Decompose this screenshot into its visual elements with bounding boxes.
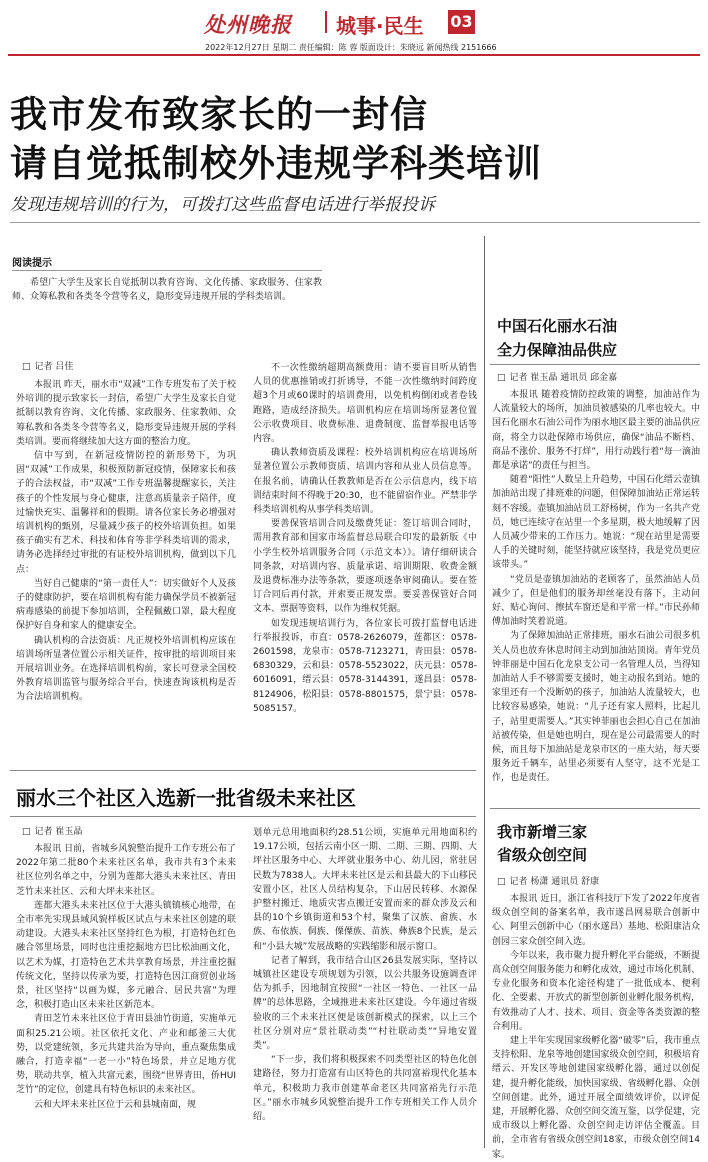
lead-byline: [22, 361, 73, 373]
lead-col1-para: 信中写到，在新冠疫情防控的新形势下，为巩固“双减”工作成果，积极预防新冠疫情，保障家长和孩子的合法权益，市“双减”工作专班温馨提醒家长，关注孩子的个性发展与身心健康，注意高质量亲子陪伴，度过愉快充实、温馨祥和的假期。请各位家长务必增强对培训机构的甄别，尽量减少孩子的校外培训负担。如果孩子确实有艺术、科技和体育等非学科类培训的需求，请务必选择经过审批的有证校外培训机构，做到以下几点：: [16, 451, 236, 575]
sinopec-byline-text: 记者 崔玉晶 通讯员 邱金嘉: [509, 373, 618, 383]
community-col1: [16, 842, 236, 1112]
community-col1-para: 本报讯 日前，省城乡风貌整治提升工作专班公布了2022年第二批80个未来社区名单，我市共有3个未来社区位列名单之中，分别为莲都大港头未来社区、青田芝竹未来社区、云和大坪未来社区。: [16, 844, 236, 897]
community-col2-para: “下一步，我们将积极探索不同类型社区的特色化创建路径，努力打造富有山区特色的共同富裕现代化基本单元，积极助力我市创建革命老区共同富裕先行示范区。”丽水市城乡风貌整治提升工作专班相关工作人员介绍。: [253, 1055, 477, 1123]
incubator-headline-line1: 我市新增三家: [497, 823, 588, 841]
masthead-rule: [8, 54, 700, 56]
incubator-headline-line2: 省级众创空间: [497, 846, 588, 864]
community-byline: [22, 826, 82, 838]
lead-col2: [253, 361, 477, 716]
sinopec-rule: [490, 364, 700, 365]
incubator-body: [492, 892, 700, 1162]
byline-marker-icon: □: [497, 373, 506, 383]
masthead-divider: [325, 11, 327, 33]
headline-rule: [10, 222, 700, 223]
section-name: 城事·民生: [336, 14, 424, 38]
incubator-para: 今年以来，我市聚力提升孵化平台能级，不断提高众创空间服务能力和孵化成效，通过市场化机制、专业化服务和资本化途径构建了一批低成本、便利化、全要素、开放式的新型创新创业孵化服务机构，有效推动了人才、技术、项目、资金等各类资源的整合利用。: [492, 950, 700, 1032]
community-bottom-rule: [10, 816, 476, 817]
paper-name: 处州晚报: [204, 12, 292, 37]
sinopec-byline: [497, 372, 617, 384]
lead-col2-para: 确认教师资质及课程：校外培训机构应在培训场所显著位置公示教师资质、培训内容和从业人员信息等。在报名前，请确认任教教师是否在公示信息内，线下培训结束时间不得晚于20:30，也不能留宿作业。严禁非学科类培训机构从事学科类培训。: [253, 448, 477, 516]
reading-tip-rule: [12, 270, 322, 271]
community-col2-para: 划单元总用地面积约28.51公顷，实施单元用地面积约19.17公顷，包括云南小区一期、二期、三期、四期、大坪社区服务中心、大坪就业服务中心、幼儿园，常驻居民数为7838人。大坪未来社区是云和县最大的下山移民安置小区，社区人员结构复杂，下山居民转移、水源保护整村搬迁、地质灾害点搬迁安置而来的群众涉及云和县的10个乡镇街道和53个村，聚集了汉族、畲族、水族、布依族、侗族、傈僳族、苗族、彝族8个民族，是云和“小县大城”发展战略的实践缩影和展示窗口。: [253, 828, 477, 952]
community-col1-para: 莲都大港头未来社区位于大港头镇镇核心地带，在全市率先实现县域风貌样板区试点与未来社区创建的联动建设。大港头未来社区坚持红色为根，打造特色红色融合邻里场景，同时也注重挖掘地方巴比松油画文化，以艺术为媒，打造特色艺术共享教育场景，并注重挖掘传统文化，坚持以传承为要，打造特色因江商贸创业场景，社区坚持“以画为媒，多元融合、居民共富”为理念，积极打造山区未来社区新范本。: [16, 900, 236, 1011]
sinopec-para: 为了保障加油站正常排班，丽水石油公司很多机关人员也放弃休息时间主动到加油站顶岗。青年党员钟菲丽是中国石化龙泉支公司一名管理人员，当得知加油站人手不够需要支援时，她主动报名到站。她的家里还有一个没断奶的孩子，加油站人流量较大，也比较容易感染，她说：“儿子还有家人照料，比起儿子，站里更需要人。”其实钟菲丽也会担心自己在加油站被传染，但是她也明白，现在是公司最需要人的时候，而且每下加油站是龙泉市区的一座大站，每天要服务近千辆车，站里必须要有人坚守，这不光是工作，也是责任。: [492, 631, 700, 784]
masthead: [0, 0, 708, 52]
sinopec-headline-line2: 全力保障油品供应: [497, 341, 618, 359]
sinopec-headline-line1: 中国石化丽水石油: [497, 317, 618, 335]
sinopec-para: “党员是壶镇加油站的老顾客了，虽然油站人员减少了，但是他们的服务却丝毫没有落下，主动问好、贴心询问、擦拭车窗还是和平常一样。”市民孙师傅加油时笑着说道。: [492, 574, 700, 628]
lead-col2-para: 要善保管培训合同及缴费凭证：签订培训合同时，需用教育部和国家市场监督总局联合印发的最新版《中小学生校外培训服务合同（示范文本）》。请仔细研读合同条款，对培训内容、质量承诺、培训期限、收费金额及退费标准办法等条款，要逐项逐条审阅确认。要在签订合同后再付款，并索要正规发票。要妥善保管好合同文本、票据等资料，以作为维权凭据。: [253, 519, 477, 615]
reading-tip-heading: 阅读提示: [12, 258, 52, 269]
lead-col1-para: 确认机构的合法资质：凡正规校外培训机构应该在培训场所显著位置公示相关证件，按审批的培训项目来开展培训业务。在选择培训机构前，家长可登录全国校外教育培训监管与服务综合平台，快速查询该机构是否为合法培训机构。: [16, 635, 236, 703]
column-divider: [484, 236, 485, 1148]
incubator-para: 建上半年实现国家级孵化器“破零”后，我市重点支持松阳、龙泉等地创建国家级众创空间，积极培育缙云、开发区等地创建国家级孵化器，通过以创促建，提升孵化能级，加快国家级、省级孵化器、众创空间创建。此外，通过开展全面绩效评价，以评促建，开展孵化器、众创空间交流互鉴，以学促建，完成市级以上孵化器、众创空间走访评估全覆盖。目前，全市省有省级众创空间18家，市级众创空间14家。: [492, 1036, 700, 1160]
community-top-rule: [10, 770, 476, 771]
byline-marker-icon: □: [22, 827, 31, 837]
subheadline: 发现违规培训的行为，可拨打这些监督电话进行举报投诉: [10, 195, 435, 215]
community-col1-para: 云和大坪未来社区位于云和县城南面，规: [34, 1099, 197, 1110]
lead-col2-para: 不一次性缴纳超期高额费用：请不要盲目听从销售人员的优惠推销或打折诱导，不能一次性缴纳时间跨度超3个月或60课时的培训费用，以免机构倒闭或者卷钱跑路，造成经济损失。培训机构应在培训场所显著位置公示收费项目、收费标准、退费制度、监督举报电话等内容。: [253, 363, 477, 445]
headline-line1: 我市发布致家长的一封信: [10, 93, 428, 136]
masthead-info: 2022年12月27日 星期二 责任编辑：陈 蓉 版面设计：朱晓远 新闻热线 2151666: [205, 43, 497, 52]
incubator-para: 本报讯 近日，浙江省科技厅下发了2022年度省级众创空间的备案名单，我市遂昌网易联合创新中心、阿里云创新中心（丽水遂昌）基地、松阳康洁众创园三家众创空间入选。: [492, 894, 700, 947]
sinopec-body: [492, 388, 700, 786]
byline-marker-icon: □: [22, 362, 31, 372]
community-col2: [253, 826, 477, 1124]
reading-tip-text: 希望广大学生及家长自觉抵制以教育咨询、文化传播、家政服务、住家教师、众筹私教和各类冬令营等名义，隐形变异违规开展的学科类培训。: [12, 278, 322, 303]
incubator-byline-text: 记者 杨潇 通讯员 舒康: [509, 877, 600, 887]
community-byline-text: 记者 崔玉晶: [34, 827, 83, 837]
community-headline: 丽水三个社区入选新一批省级未来社区: [16, 786, 356, 810]
sinopec-para: 本报讯 随着疫情防控政策的调整，加油站作为人流量较大的场所，加油员被感染的几率也较大。中国石化丽水石油公司作为丽水地区最主要的油品供应商，将全力以赴保障市场供应，确保“油品不断档、商品不涨价、服务不打烊”，用行动践行着“每一滴油都是承诺”的责任与担当。: [492, 390, 700, 472]
page-number-badge: 03: [448, 10, 475, 34]
byline-marker-icon: □: [497, 877, 506, 887]
headline-line2: 请自觉抵制校外违规学科类培训: [10, 142, 542, 185]
sinopec-para: 随着“阳性”人数呈上升趋势，中国石化缙云壶镇加油站出现了排班难的问题，但保障加油站正常运转刻不容缓。壶镇加油站员工舒杨树，作为一名共产党员，她已连续守在站里一个多星期，极大地缓解了因人员减少带来的工作压力。她说：“现在站里是需要人手的关键时刻，能坚持就应该坚持，我是党员更应该带头。”: [492, 475, 700, 571]
lead-col1-para: 当好自己健康的“第一责任人”：切实做好个人及孩子的健康防护，要在培训机构有能力确保学员不被新冠病毒感染的前提下参加培训，全程佩戴口罩，最大程度保护好自身和家人的健康安全。: [16, 578, 236, 632]
community-col2-para: 记者了解到，我市结合山区26县发展实际，坚持以城镇社区建设专项规划为引领，以公共服务设施调查评估为抓手，因地制宜按照“一社区一特色、一社区一品牌”的总体思路，全域推进未来社区建设。今年通过省级验收的三个未来社区便是该创新模式的探索，以上三个社区分别对应“景社联动类”“村社联动类”“异地安置类”。: [253, 955, 477, 1052]
reading-tip-box: [12, 254, 322, 334]
incubator-byline: [497, 876, 599, 888]
lead-col1-para: 本报讯 昨天，丽水市“双减”工作专班发布了关于校外培训的提示致家长一封信，希望广大学生及家长自觉抵制以教育咨询、文化传播、家政服务、住家教师、众筹私教和各类冬令营等名义，隐形变异违规开展的学科类培训。要而将继续加大这方面的整治力度。: [16, 380, 236, 447]
lead-byline-text: 记者 吕佳: [34, 362, 74, 372]
incubator-top-rule: [490, 808, 700, 809]
lead-col1: [16, 378, 236, 705]
community-col1-para: 青田芝竹未来社区位于青田县油竹街道，实施单元面积25.21公顷。社区依托文化、产业和邮釜三大优势，以党建统领，多元共建共治为导向，重点聚焦集成融合，打造幸福“一老一小”特色场景，并立足地方优势，联动共享，植入共富元素，围绕“世界青田，侨HUI芝竹”的定位，创建具有特色标识的未来社区。: [16, 1014, 236, 1096]
lead-col2-para: 如发现违规培训行为，各位家长可拨打监督电话进行举报投诉，市直：0578-2626079，莲都区：0578-2601598，龙泉市：0578-7123271，青田县：0578-6830329，云和县：0578-5523022，庆元县：0578-6016091，缙云县：0578-3144391，遂昌县：0578-8124906，松阳县：0578-8801575，景宁县：0578-5085157。: [253, 618, 477, 714]
